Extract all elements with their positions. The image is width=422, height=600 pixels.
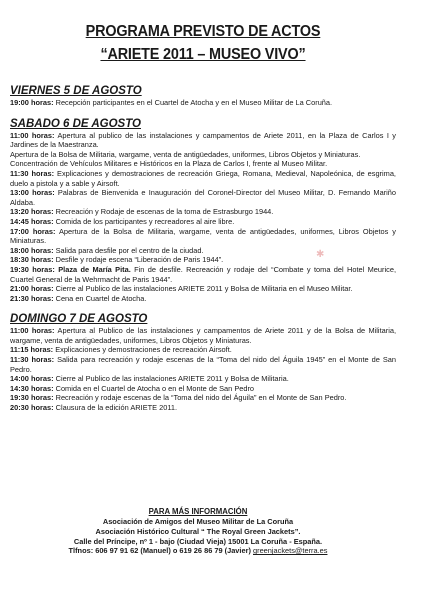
event-description: Explicaciones y demostraciones de recreación Airsoft. [53,345,232,355]
event-entry [10,188,396,207]
event-entry [10,131,396,150]
event-entry [10,384,396,394]
program-title: PROGRAMA PREVISTO DE ACTOS [85,23,321,40]
event-time: 14:00 horas: [10,374,54,384]
event-entry [10,159,396,169]
event-time: 11:15 horas: [10,345,54,355]
event-time: 18:30 horas: [10,255,54,265]
event-time: 21:30 horas: [10,293,54,303]
event-entry [10,98,396,108]
event-time: 14:30 horas: [10,383,54,393]
event-entry [10,255,396,265]
event-title: “ARIETE 2011 – MUSEO VIVO” [100,46,306,63]
footer-phones [0,546,396,556]
day-heading: DOMINGO 7 DE AGOSTO [10,313,148,326]
event-entry [10,217,396,227]
event-entry [10,345,396,355]
event-time: 20:30 horas: [10,403,54,413]
event-entry [10,207,396,217]
footer-email-link[interactable]: greenjackets@terra.es [253,546,328,556]
event-description: Salida para recreación y rodaje escenas de la “Toma del nido del Águila 1945” en el Monte de San Pedro. [10,355,396,374]
event-description: Apertura de la Bolsa de Militaria, wargame, venta de antigüedades, uniformes, Libros Objetos y Miniaturas. [10,226,396,246]
event-time: 13:20 horas: [10,207,54,217]
event-time: 17:00 horas: [10,226,56,236]
event-entry [10,294,396,304]
event-description: Cena en Cuartel de Atocha. [53,293,147,303]
event-entry [10,403,396,413]
day-heading: SABADO 6 DE AGOSTO [10,117,141,130]
event-entry [10,326,396,345]
event-time: 14:45 horas: [10,216,54,226]
event-time: 19:00 horas: [10,98,54,107]
event-description: Salida para desfile por el centro de la ciudad. [53,245,204,255]
event-description: Concentración de Vehículos Militares e Históricos en la Plaza de Carlos I, frente al Museo Militar. [10,159,328,169]
contact-footer [0,507,396,556]
schedule [10,85,396,413]
event-time: 11:00 horas: [10,326,55,336]
event-entry [10,355,396,374]
event-description: Cierre al Publico de las instalaciones ARIETE 2011 y Bolsa de Militaria en el Museo Militar. [53,284,353,294]
footer-phone-text: Tlfnos: 606 97 91 62 (Manuel) o 619 26 86 79 (Javier) [68,546,251,556]
event-description: Palabras de Bienvenida e Inauguración del Coronel-Director del Museo Militar, D. Fernando Mariño Aldaba. [10,188,397,207]
event-entry [10,246,396,256]
event-time: 21:00 horas: [10,284,54,294]
event-entry [10,150,396,160]
event-description: Desfile y rodaje escena “Liberación de Paris 1944”. [53,255,224,265]
day-heading: VIERNES 5 DE AGOSTO [10,85,142,97]
event-description: Apertura al Publico de las instalaciones y campamentos de Ariete 2011 y de la Bolsa de Militaria, wargame, venta de antigüedades, uniformes, Libros Objetos y Miniaturas. [10,326,397,345]
event-description: Clausura de la edición ARIETE 2011. [53,403,178,413]
event-description: Recepción participantes en el Cuartel de Atocha y en el Museo Militar de La Coruña. [53,98,333,107]
footer-address: Calle del Príncipe, nº 1 - bajo (Ciudad Vieja) 15001 La Coruña - España. [73,536,323,546]
event-description: Comida en el Cuartel de Atocha o en el Monte de San Pedro [53,383,255,393]
event-description: Explicaciones y demostraciones de recreación Griega, Romana, Medieval, Napoleónica, de esgrima, duelo a pistola y a sable y Airsoft. [10,168,396,188]
event-description: Recreación y Rodaje de escenas de la toma de Estrasburgo 1944. [53,207,274,217]
event-description: Apertura de la Bolsa de Militaria, wargame, venta de antigüedades, uniformes, Libros Objetos y Miniaturas. [10,149,361,159]
event-time: 13:00 horas: [10,188,55,198]
event-entry [10,284,396,294]
footer-association-2: Asociación Histórico Cultural “ The Royal Green Jackets”. [95,526,301,536]
event-description: Cierre al Publico de las instalaciones ARIETE 2011 y Bolsa de Militaria. [53,374,289,384]
stamp-mark: ✱ [316,249,325,260]
event-time: 18:00 horas: [10,245,54,255]
event-location: Plaza de María Pita. [54,264,131,274]
event-time: 19:30 horas: [10,393,54,403]
event-time: 19:30 horas: [10,264,55,274]
event-time: 11:00 horas: [10,130,55,140]
footer-heading: PARA MÁS INFORMACIÓN [148,507,248,516]
event-description: Comida de los participantes y recreadores al aire libre. [53,216,235,226]
event-time: 11:30 horas: [10,355,55,365]
event-entry [10,227,396,246]
event-entry [10,393,396,403]
event-description: Recreación y rodaje escenas de la “Toma del nido del Águila” en el Monte de San Pedro. [53,393,347,403]
event-entry [10,374,396,384]
event-description: Fin de desfile. Recreación y rodaje del “Combate y toma del Hotel Meurice, Cuartel General de la Wehrmacht de Paris 1944”. [10,264,396,284]
event-time: 11:30 horas: [10,168,55,178]
event-description: Apertura al publico de las instalaciones y campamentos de Ariete 2011, en la Plaza de Carlos I y Jardines de la Maestranza. [10,130,396,150]
event-entry [10,265,396,284]
event-entry [10,169,396,188]
footer-association-1: Asociación de Amigos del Museo Militar de La Coruña [102,517,294,526]
